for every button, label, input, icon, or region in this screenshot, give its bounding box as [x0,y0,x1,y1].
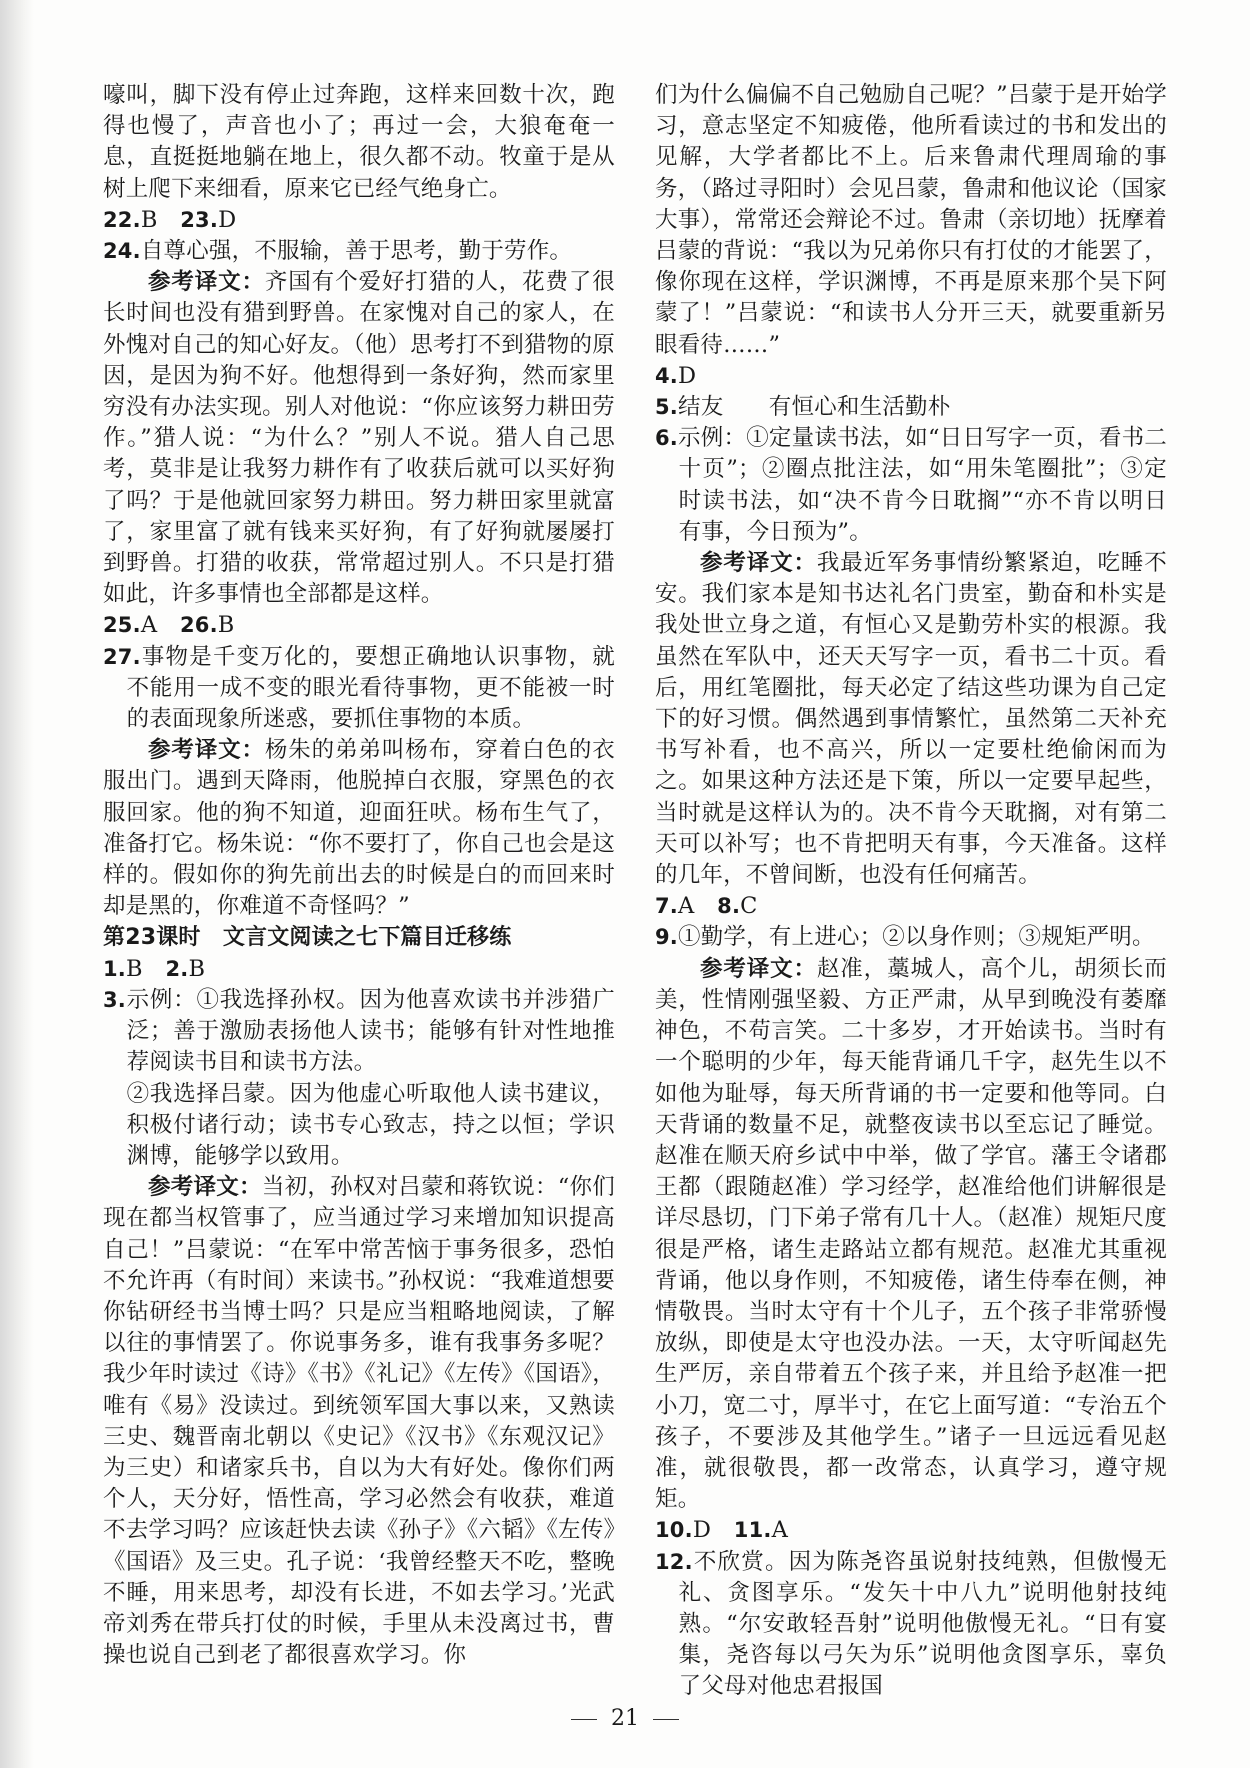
answer-number: 6. [655,426,678,451]
answer-text: B [217,612,235,639]
answer-number: 12. [655,1549,693,1574]
answer-number: 10. [655,1518,693,1543]
answer-item [655,1515,1167,1546]
footer-dash-right [653,1719,679,1720]
reference-translation [103,1172,615,1671]
translation-text: 齐国有个爱好打猎的人，花费了很长时间也没有猎到野兽。在家愧对自己的家人，在外愧对自己的知心好友。（他）思考打不到猎物的原因，是因为狗不好。他想得到一条好狗，然而家里穷没有办法实现。别人对他说：“你应该努力耕田劳作。”猎人说：“为什么？”别人不说。猎人自己思考，莫非是让我努力耕作有了收获后就可以买好狗了吗？于是他就回家努力耕田。努力耕田家里就富了，家里富了就有钱来买好狗，有了好狗就屡屡打到野兽。打猎的收获，常常超过别人。不只是打猎如此，许多事情也全部都是这样。 [103,269,615,608]
page-number-footer [0,1706,1250,1731]
answer-number: 24. [103,239,141,264]
answer-number: 25. [103,613,141,638]
answer-text: B [140,206,181,233]
answer-item [655,361,1167,392]
answer-text: 结友 有恒心和生活勤朴 [678,394,951,421]
answer-number: 1. [103,956,126,981]
answer-text: B [188,955,206,982]
answer-text: 不欣赏。因为陈尧咨虽说射技纯熟，但傲慢无礼、贪图享乐。“发矢十中八九”说明他射技纯熟。“尔安敢轻吾射”说明他傲慢无礼。“日有宴集，尧咨每以弓矢为乐”说明他贪图享乐，辜负了父母对他忠君报国 [678,1548,1167,1700]
answer-item [103,610,615,641]
answer-text: ①勤学，有上进心；②以身作则；③规矩严明。 [678,924,1155,951]
paragraph: 们为什么偏偏不自己勉励自己呢？”吕蒙于是开始学习，意志坚定不知疲倦，他所看读过的书和发出的见解，大学者都比不上。后来鲁肃代理周瑜的事务，（路过寻阳时）会见吕蒙，鲁肃和他议论（国家大事），常常还会辩论不过。鲁肃（亲切地）抚摩着吕蒙的背说：“我以为兄弟你只有打仗的才能罢了，像你现在这样，学识渊博，不再是原来那个吴下阿蒙了！”吕蒙说：“和读书人分开三天，就要重新另眼看待……” [655,82,1167,358]
answer-text: C [740,893,758,920]
paragraph: 嚎叫，脚下没有停止过奔跑，这样来回数十次，跑得也慢了，声音也小了；再过一会，大狼奄奄一息，直挺挺地躺在地上，很久都不动。牧童于是从树上爬下来细看，原来它已经气绝身亡。 [103,82,615,202]
spine-shadow [0,0,34,1768]
translation-text: 赵准，藁城人，高个儿，胡须长而美，性情刚强坚毅、方正严肃，从早到晚没有萎靡神色，不苟言笑。二十多岁，才开始读书。当时有一个聪明的少年，每天能背诵几千字，赵先生以不如他为耻辱，每天所背诵的书一定要和他等同。白天背诵的数量不足，就整夜读书以至忘记了睡觉。赵准在顺天府乡试中中举，做了学官。藩王令诸郡王都（跟随赵准）学习经学，赵准给他们讲解很是详尽恳切，门下弟子常有几十人。（赵准）规矩尺度很是严格，诸生走路站立都有规范。赵准尤其重视背诵，他以身作则，不知疲倦，诸生侍奉在侧，神情敬畏。当时太守有十个儿子，五个孩子非常骄慢放纵，即使是太守也没办法。一天，太守听闻赵先生严厉，亲自带着五个孩子来，并且给予赵准一把小刀，宽二寸，厚半寸，在它上面写道：“专治五个孩子，不要涉及其他学生。”诸子一旦远远看见赵准，就很敬畏，都一改常态，认真学习，遵守规矩。 [655,955,1167,1513]
answer-item [655,922,1167,953]
answer-number: 26. [179,613,218,638]
answer-item [103,985,615,1079]
reference-translation [655,954,1167,1516]
answer-number: 9. [655,925,678,950]
answer-item [655,1547,1167,1703]
reference-translation [103,267,615,610]
answer-item [103,954,615,985]
answer-number: 8. [717,894,741,919]
answer-text: A [771,1517,789,1544]
answer-text: A [140,612,180,639]
page-number: 21 [611,1706,639,1731]
answer-number: 2. [165,956,189,981]
translation-label: 参考译文： [700,550,817,577]
right-column [655,80,1167,1703]
translation-text: 当初，孙权对吕蒙和蒋钦说：“你们现在都当权管事了，应当通过学习来增加知识提高自己！”吕蒙说：“在军中常苦恼于事务很多，恐怕不允许再（有时间）来读书。”孙权说：“我难道想要你钻研经书当博士吗？只是应当粗略地阅读，了解以往的事情罢了。你说事务多，谁有我事务多呢？我少年时读过《诗》《书》《礼记》《左传》《国语》，唯有《易》没读过。到统领军国大事以来，又熟读三史、魏晋南北朝以《史记》《汉书》《东观汉记》为三史）和诸家兵书，自以为大有好处。像你们两个人，天分好，悟性高，学习必然会有收获，难道不去学习吗？应该赶快去读《孙子》《六韬》《左传》《国语》及三史。孔子说：‘我曾经整天不吃，整晚不睡，用来思考，却没有长进，不如去学习。’光武帝刘秀在带兵打仗的时候，手里从未没离过书，曹操也说自己到老了都很喜欢学习。你 [103,1174,615,1669]
reference-translation [655,548,1167,891]
footer-dash-left [571,1719,597,1720]
answer-number: 3. [103,987,126,1012]
translation-label: 参考译文： [148,1174,262,1201]
answer-number: 11. [733,1518,772,1543]
answer-item [103,205,615,236]
left-column [103,80,615,1671]
answer-number: 4. [655,363,678,388]
answer-item [103,642,615,736]
reference-translation [103,735,615,922]
answer-number: 7. [655,894,678,919]
translation-text: 杨朱的弟弟叫杨布，穿着白色的衣服出门。遇到天降雨，他脱掉白衣服，穿黑色的衣服回家。他的狗不知道，迎面狂吠。杨布生气了，准备打它。杨朱说：“你不要打了，你自己也会是这样的。假如你的狗先前出去的时候是白的而回来时却是黑的，你难道不奇怪吗？” [103,737,615,920]
answer-text: 事物是千变万化的，要想正确地认识事物，就不能用一成不变的眼光看待事物，更不能被一时的表面现象所迷惑，要抓住事物的本质。 [126,643,615,733]
answer-continuation: ②我选择吕蒙。因为他虚心听取他人读书建议，积极付诸行动；读书专心致志，持之以恒；学识渊博，能够学以致用。 [126,1080,615,1169]
answer-item [103,236,615,267]
answer-text: 示例：①我选择孙权。因为他喜欢读书并涉猎广泛；善于激励表扬他人读书；能够有针对性地推荐阅读书目和读书方法。 [126,986,615,1076]
translation-label: 参考译文： [148,737,265,764]
answer-number: 23. [180,207,219,232]
translation-text: 我最近军务事情纷繁紧迫，吃睡不安。我们家本是知书达礼名门贵室，勤奋和朴实是我处世立身之道，有恒心又是勤劳朴实的根源。我虽然在军队中，还天天写字一页，看书二十页。看后，用红笔圈批，每天必定了结这些功课为自己定下的好习惯。偶然遇到事情繁忙，虽然第二天补充书写补看，也不高兴，所以一定要杜绝偷闲而为之。如果这种方法还是下策，所以一定要早起些，当时就是这样认为的。决不肯今天耽搁，对有第二天可以补写；也不肯把明天有事，今天准备。这样的几年，不曾间断，也没有任何痛苦。 [655,550,1167,889]
answer-number: 22. [103,207,141,232]
answer-number: 5. [655,395,678,420]
answer-text: D [692,1517,734,1544]
translation-label: 参考译文： [700,955,817,982]
answer-item [655,423,1167,548]
answer-text: A [678,893,718,920]
lesson-title: 第23课时 文言文阅读之七下篇目迁移练 [103,925,512,951]
answer-item [655,891,1167,922]
answer-text: D [218,206,237,233]
answer-item [655,392,1167,423]
answer-text: B [126,955,166,982]
answer-text: 示例：①定量读书法，如“日日写字一页，看书二十页”；②圈点批注法，如“用朱笔圈批”；③定时读书法，如“决不肯今日耽搁”“亦不肯以明日有事，今日预为”。 [678,425,1167,545]
translation-label: 参考译文： [148,269,265,296]
answer-text: D [678,362,697,389]
answer-number: 27. [103,644,141,669]
answer-text: 自尊心强，不服输，善于思考，勤于劳作。 [140,238,573,265]
